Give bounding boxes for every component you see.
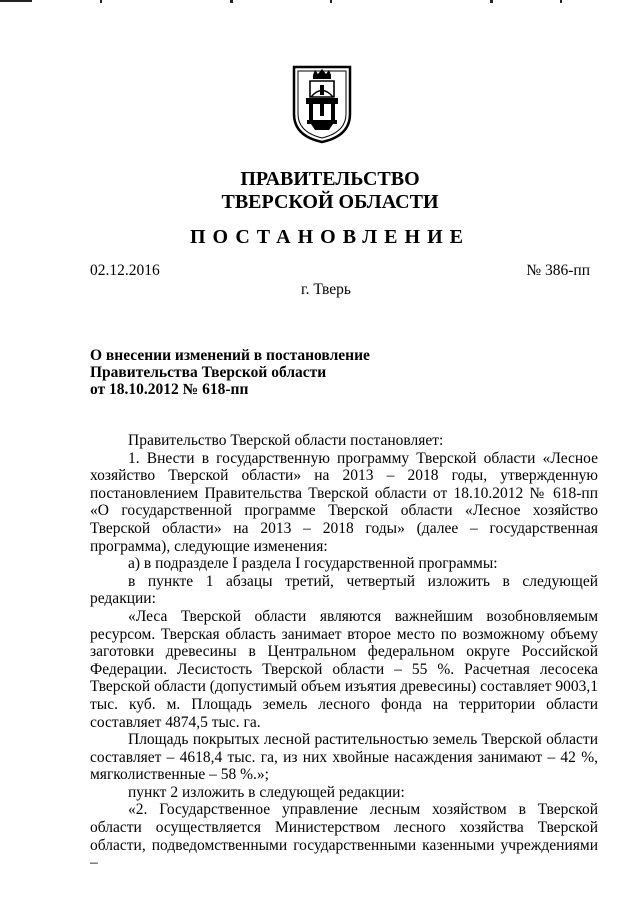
org-line-1: ПРАВИТЕЛЬСТВО [240, 168, 420, 190]
scan-edge-marks [0, 0, 640, 8]
body-paragraph: пункт 2 изложить в следующей редакции: [128, 783, 405, 801]
body-paragraph: Площадь покрытых лесной растительностью земель Тверской области составляет – 4618,4 тыс. га, из них хвойные насаждения занимают – 42 %, мягколиственные – 58 %.»; [90, 731, 598, 784]
subject-line: Правительства Тверской области [90, 364, 327, 381]
org-line-2: ТВЕРСКОЙ ОБЛАСТИ [221, 191, 439, 213]
body-paragraph: в пункте 1 абзацы третий, четвертый изложить в следующей редакции: [90, 572, 598, 608]
document-city: г. Тверь [301, 281, 351, 298]
organization-name [0, 168, 640, 214]
document-type: ПОСТАНОВЛЕНИЕ [190, 226, 470, 248]
subject-line: от 18.10.2012 № 618-пп [90, 381, 249, 398]
document-body [90, 432, 598, 872]
document-number: № 386-пп [526, 262, 590, 279]
subject-line: О внесении изменений в постановление [90, 347, 370, 364]
body-paragraph: «Леса Тверской области являются важнейшим возобновляемым ресурсом. Тверская область занимает второе место по возможному объему заготовки древесины в Центральном федеральном округе Российской Федерации. Лесистость Тверской области – 55 %. Расчетная лесосека Тверской области (допустимый объем изъятия древесины) составляет 9003,1 тыс. куб. м. Площадь земель лесного фонда на территории области составляет 4874,5 тыс. га. [90, 607, 598, 731]
coat-of-arms [291, 64, 353, 144]
body-paragraph: 1. Внести в государственную программу Тверской области «Лесное хозяйство Тверской области» на 2013 – 2018 годы, утвержденную постановлением Правительства Тверской области от 18.10.2012 № 618-пп «О государственной программе Тверской области «Лесное хозяйство Тверской области» на 2013 – 2018 годы» (далее – государственная программа), следующие изменения: [90, 449, 598, 555]
document-subject [90, 347, 370, 398]
body-paragraph: Правительство Тверской области постановляет: [128, 432, 444, 449]
body-paragraph: а) в подразделе I раздела I государственной программы: [128, 555, 498, 573]
tver-coat-of-arms-icon [291, 64, 353, 144]
body-paragraph: «2. Государственное управление лесным хозяйством в Тверской области осуществляется Министерством лесного хозяйства Тверской области, подведомственными государственными казенными учреждениями – [90, 801, 598, 872]
document-date: 02.12.2016 [90, 262, 160, 279]
